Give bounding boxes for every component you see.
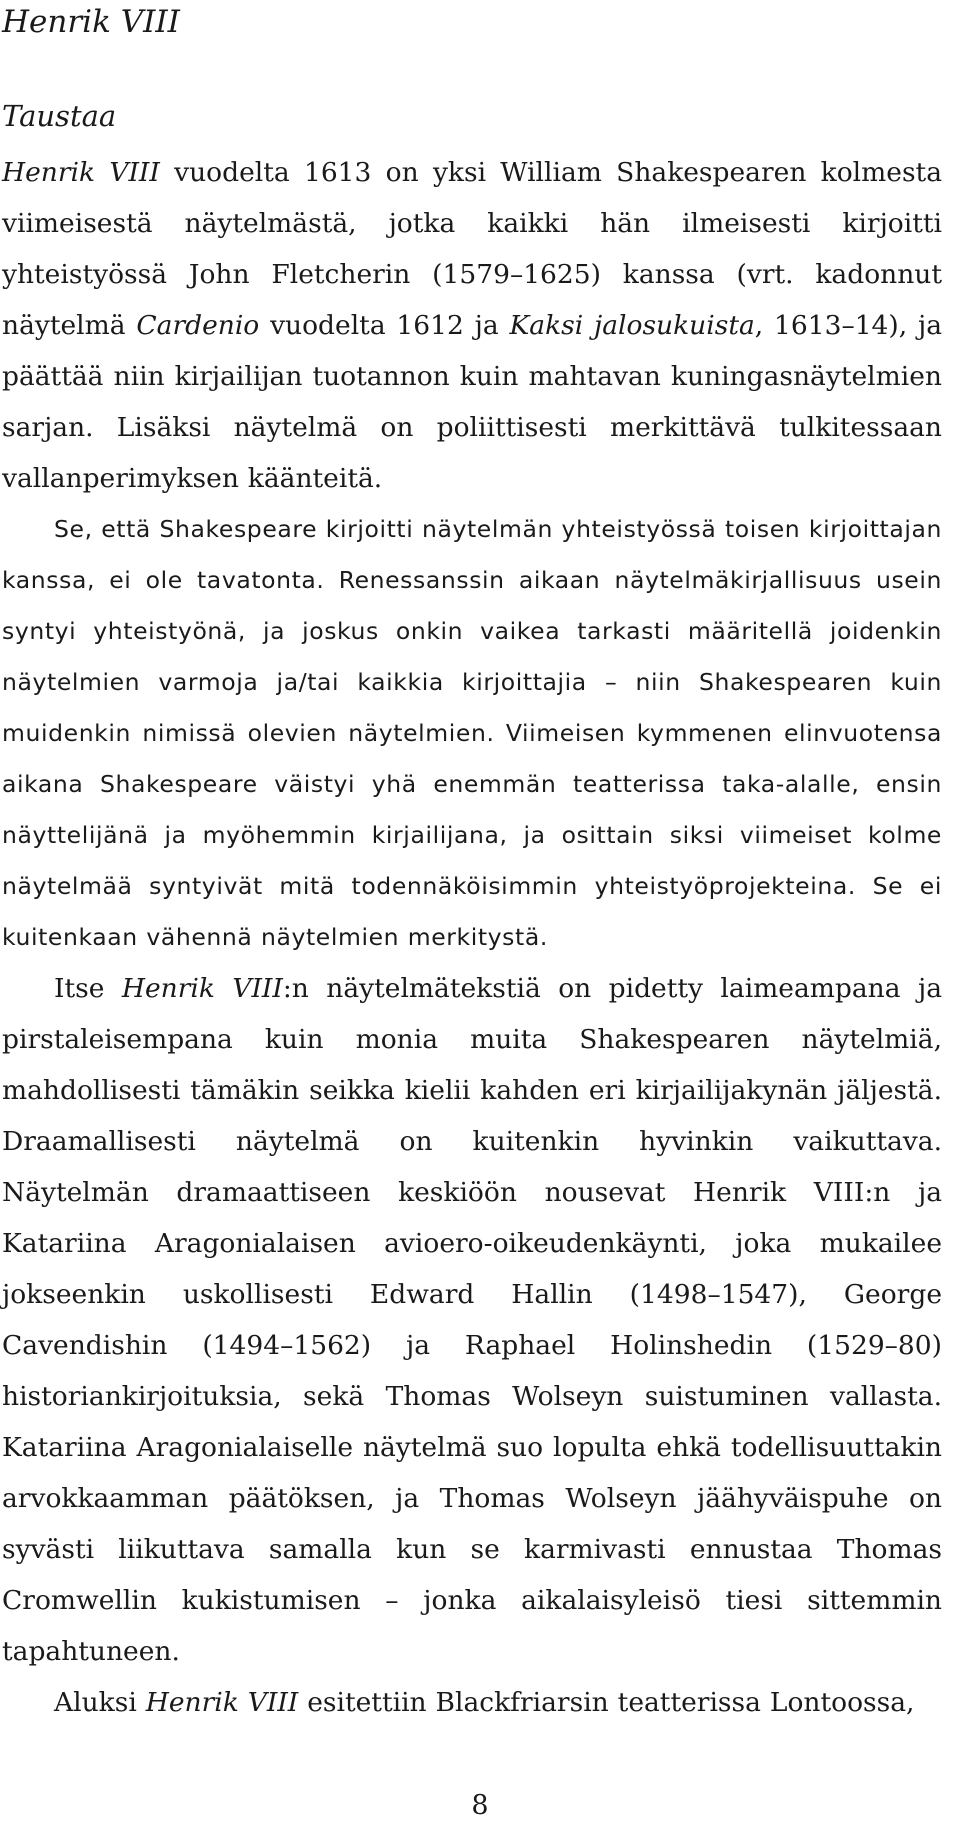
paragraph-text: , 1613–14), ja päättää niin kirjailijan tuotannon kuin mahtavan kuningasnäytelmien sarjan. Lisäksi näytelmä on poliittisesti merkittävä tulkitessaan vallanperimyksen käänteitä. [2, 310, 942, 494]
paragraph-4 [2, 1677, 942, 1728]
paragraph-3 [2, 963, 942, 1677]
work-title: Henrik VIII [145, 1687, 299, 1718]
work-title: Kaksi jalosukuista [509, 310, 755, 341]
work-title: Henrik VIII [121, 973, 283, 1004]
paragraph-2 [2, 504, 942, 963]
paragraph-text: vuodelta 1612 ja [259, 310, 510, 341]
paragraph-text: vuodelta 1613 on yksi William Shakespearen kolmesta viimeisestä näytelmästä, jotka kaikki hän ilmeisesti kirjoitti yhteistyössä John Fletcherin (1579–1625) kanssa (vrt. kadonnut näytelmä [2, 157, 943, 341]
paragraph-text: Aluksi [54, 1687, 146, 1718]
paragraph-text: :n näytelmätekstiä on pidetty laimeampana ja pirstaleisempana kuin monia muita Shakespearen näytelmiä, mahdollisesti tämäkin seikka kielii kahden eri kirjailijakynän jäljestä. Draamallisesti näytelmä on kuitenkin hyvinkin vaikuttava. Näytelmän dramaattiseen keskiöön nousevat Henrik VIII:n ja Katariina Aragonialaisen avioero-oikeudenkäynti, joka mukailee jokseenkin uskollisesti Edward Hallin (1498–1547), George Cavendishin (1494–1562) ja Raphael Holinshedin (1529–80) historiankirjoituksia, sekä Thomas Wolseyn suistuminen vallasta. Katariina Aragonialaiselle näytelmä suo lopulta ehkä todellisuuttakin arvokkaamman päätöksen, ja Thomas Wolseyn jäähyväispuhe on syvästi liikuttava samalla kun se karmivasti ennustaa Thomas Cromwellin kukistumisen – jonka aikalaisyleisö tiesi sittemmin tapahtuneen. [2, 973, 942, 1667]
running-title: Henrik VIII [2, 4, 180, 40]
work-title: Henrik VIII [2, 157, 160, 188]
section-heading: Taustaa [2, 99, 117, 133]
paragraph-text: Itse [54, 973, 122, 1004]
work-title: Cardenio [136, 310, 260, 341]
paragraph-1 [2, 147, 942, 504]
paragraph-text: Se, että Shakespeare kirjoitti näytelmän yhteistyössä toisen kirjoittajan kanssa, ei ole tavatonta. Renessanssin aikaan näytelmäkirjallisuus usein syntyi yhteistyönä, ja joskus onkin vaikea tarkasti määritellä joidenkin näytelmien varmoja ja/tai kaikkia kirjoittajia – niin Shakespearen kuin muidenkin nimissä olevien näytelmien. Viimeisen kymmenen elinvuotensa aikana Shakespeare väistyi yhä enemmän teatterissa taka-alalle, ensin näyttelijänä ja myöhemmin kirjailijana, ja osittain siksi viimeiset kolme näytelmää syntyivät mitä todennäköisimmin yhteistyöprojekteina. Se ei kuitenkaan vähennä näytelmien merkitystä. [2, 515, 942, 951]
paragraph-text: esitettiin Blackfriarsin teatterissa Lontoossa, [298, 1687, 915, 1718]
page-number: 8 [471, 1790, 489, 1821]
body-text [2, 147, 942, 1728]
